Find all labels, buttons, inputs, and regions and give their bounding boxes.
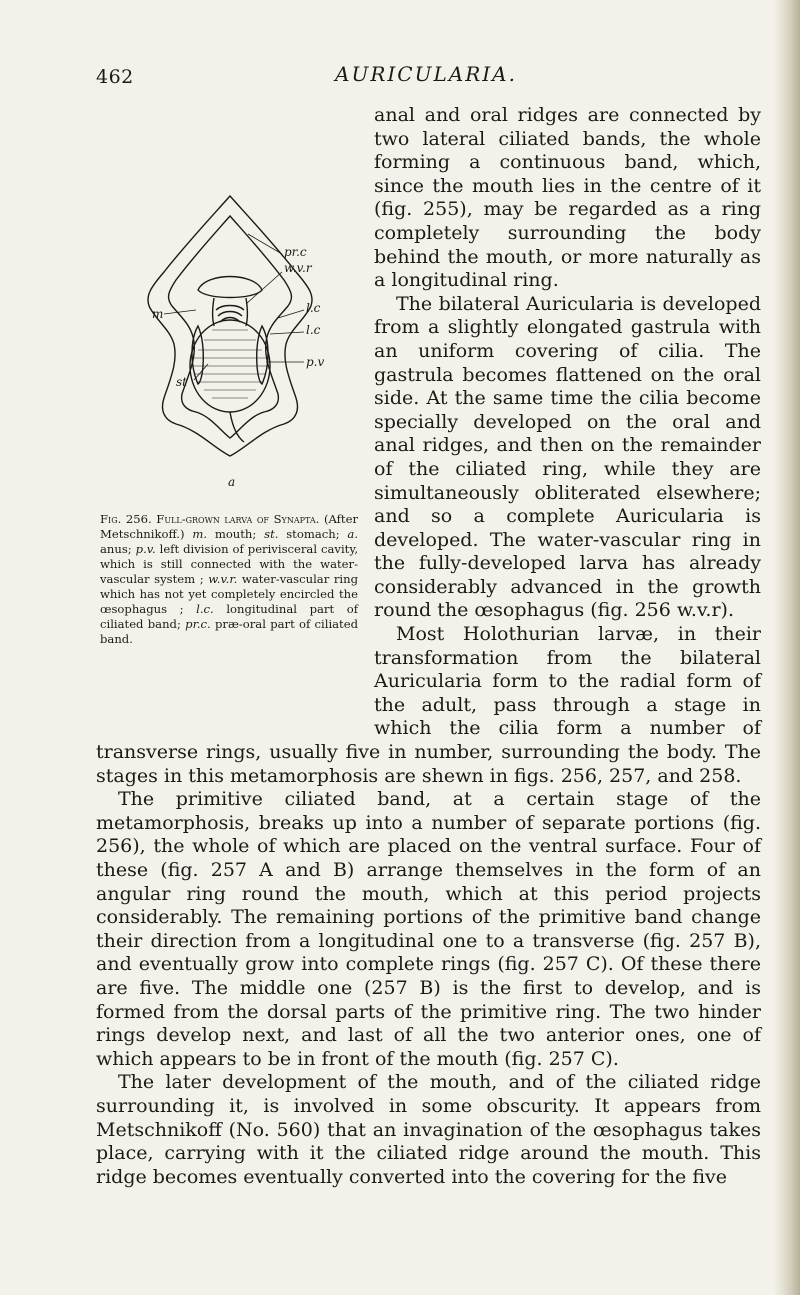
body-outline bbox=[148, 196, 312, 456]
legend-text: præ-oral part of ciliated band. bbox=[100, 617, 359, 646]
caption-source: (After Metschnikoff.) bbox=[100, 512, 358, 541]
legend-text: left division of perivisceral cavity, which is still connected with the water-vascular system ; bbox=[100, 542, 359, 586]
paragraph-3: Most Holothurian larvæ, in their transformation from the bilateral Auricularia form to the radial form of the adult, pass through a stage in which the cilia form a number of transverse rings, usually five in number, surrounding the body. The stages in this metamorphosis are shewn in figs. 256, 257, and 258. bbox=[96, 623, 761, 787]
label-w-v-r: w.v.r bbox=[284, 261, 312, 275]
label-l-c-1: l.c bbox=[306, 301, 321, 315]
legend-text: water-vascular ring which has not yet completely encircled the œsophagus ; bbox=[100, 572, 358, 616]
label-a: a bbox=[228, 475, 236, 489]
legend-abbr: l.c. bbox=[196, 602, 214, 616]
ciliated-band bbox=[169, 216, 292, 438]
legend-abbr: m. bbox=[192, 527, 208, 541]
label-pr-c: pr.c bbox=[284, 245, 307, 259]
label-m: m bbox=[152, 307, 164, 321]
label-l-c-2: l.c bbox=[306, 323, 321, 337]
label-st: st bbox=[176, 375, 187, 389]
legend-abbr: p.v. bbox=[135, 542, 156, 556]
paragraph-1: anal and oral ridges are connected by two lateral ciliated bands, the whole forming a continuous band, which, since the mouth lies in the centre of it (fig. 255), may be regarded as a ring completely surrounding the body behind the mouth, or more naturally as a longitudinal ring. bbox=[374, 104, 761, 292]
larva-illustration bbox=[94, 104, 366, 512]
caption-head: Fig. 256. Full-grown larva of Synapta. bbox=[100, 512, 320, 526]
figure-caption bbox=[100, 512, 358, 647]
legend-abbr: st. bbox=[264, 527, 279, 541]
legend-text: anus; bbox=[100, 542, 132, 556]
paragraph-4: The primitive ciliated band, at a certain stage of the metamorphosis, breaks up into a number of separate portions (fig. 256), the whole of which are placed on the ventral surface. Four of these (fig. 257 A and B) arrange themselves in the form of an angular ring round the mouth, which at this period projects considerably. The remaining portions of the primitive band change their direction from a longitudinal one to a transverse (fig. 257 B), and eventually grow into complete rings (fig. 257 C). Of these there are five. The middle one (257 B) is the first to develop, and is formed from the dorsal parts of the primitive ring. The two hinder rings develop next, and last of all the two anterior ones, one of which appears to be in front of the mouth (fig. 257 C). bbox=[96, 788, 761, 1070]
body-text bbox=[96, 104, 761, 1189]
legend-abbr: a. bbox=[347, 527, 359, 541]
paragraph-2: The bilateral Auricularia is developed from a slightly elongated gastrula with an uniform covering of cilia. The gastrula becomes flattened on the oral side. At the same time the cilia become specially developed on the oral and anal ridges, and then on the remainder of the ciliated ring, while they are simultaneously obliterated elsewhere; and so a complete Auricularia is developed. The water-vascular ring in the fully-developed larva has already considerably advanced in the growth round the œsophagus (fig. 256 w.v.r). bbox=[374, 292, 761, 622]
legend-text: stomach; bbox=[286, 527, 340, 541]
mouth-outline bbox=[198, 277, 262, 298]
label-p-v: p.v bbox=[306, 355, 325, 369]
legend-abbr: pr.c. bbox=[185, 617, 211, 631]
legend-text: mouth; bbox=[214, 527, 257, 541]
paragraph-5: The later development of the mouth, and of the ciliated ridge surrounding it, is involved in some obscurity. It appears from Metschnikoff (No. 560) that an invagination of the œsophagus takes place, carrying with it the ciliated ridge around the mouth. This ridge becomes eventually converted into the covering for the five bbox=[96, 1071, 761, 1188]
legend-text: longitudinal part of ciliated band; bbox=[100, 602, 358, 631]
figure-256 bbox=[94, 104, 366, 722]
page-edge bbox=[774, 0, 800, 1295]
legend-abbr: w.v.r. bbox=[208, 572, 238, 586]
running-head: AURICULARIA. bbox=[335, 62, 517, 86]
page-header bbox=[96, 62, 756, 92]
page-number: 462 bbox=[96, 66, 134, 88]
